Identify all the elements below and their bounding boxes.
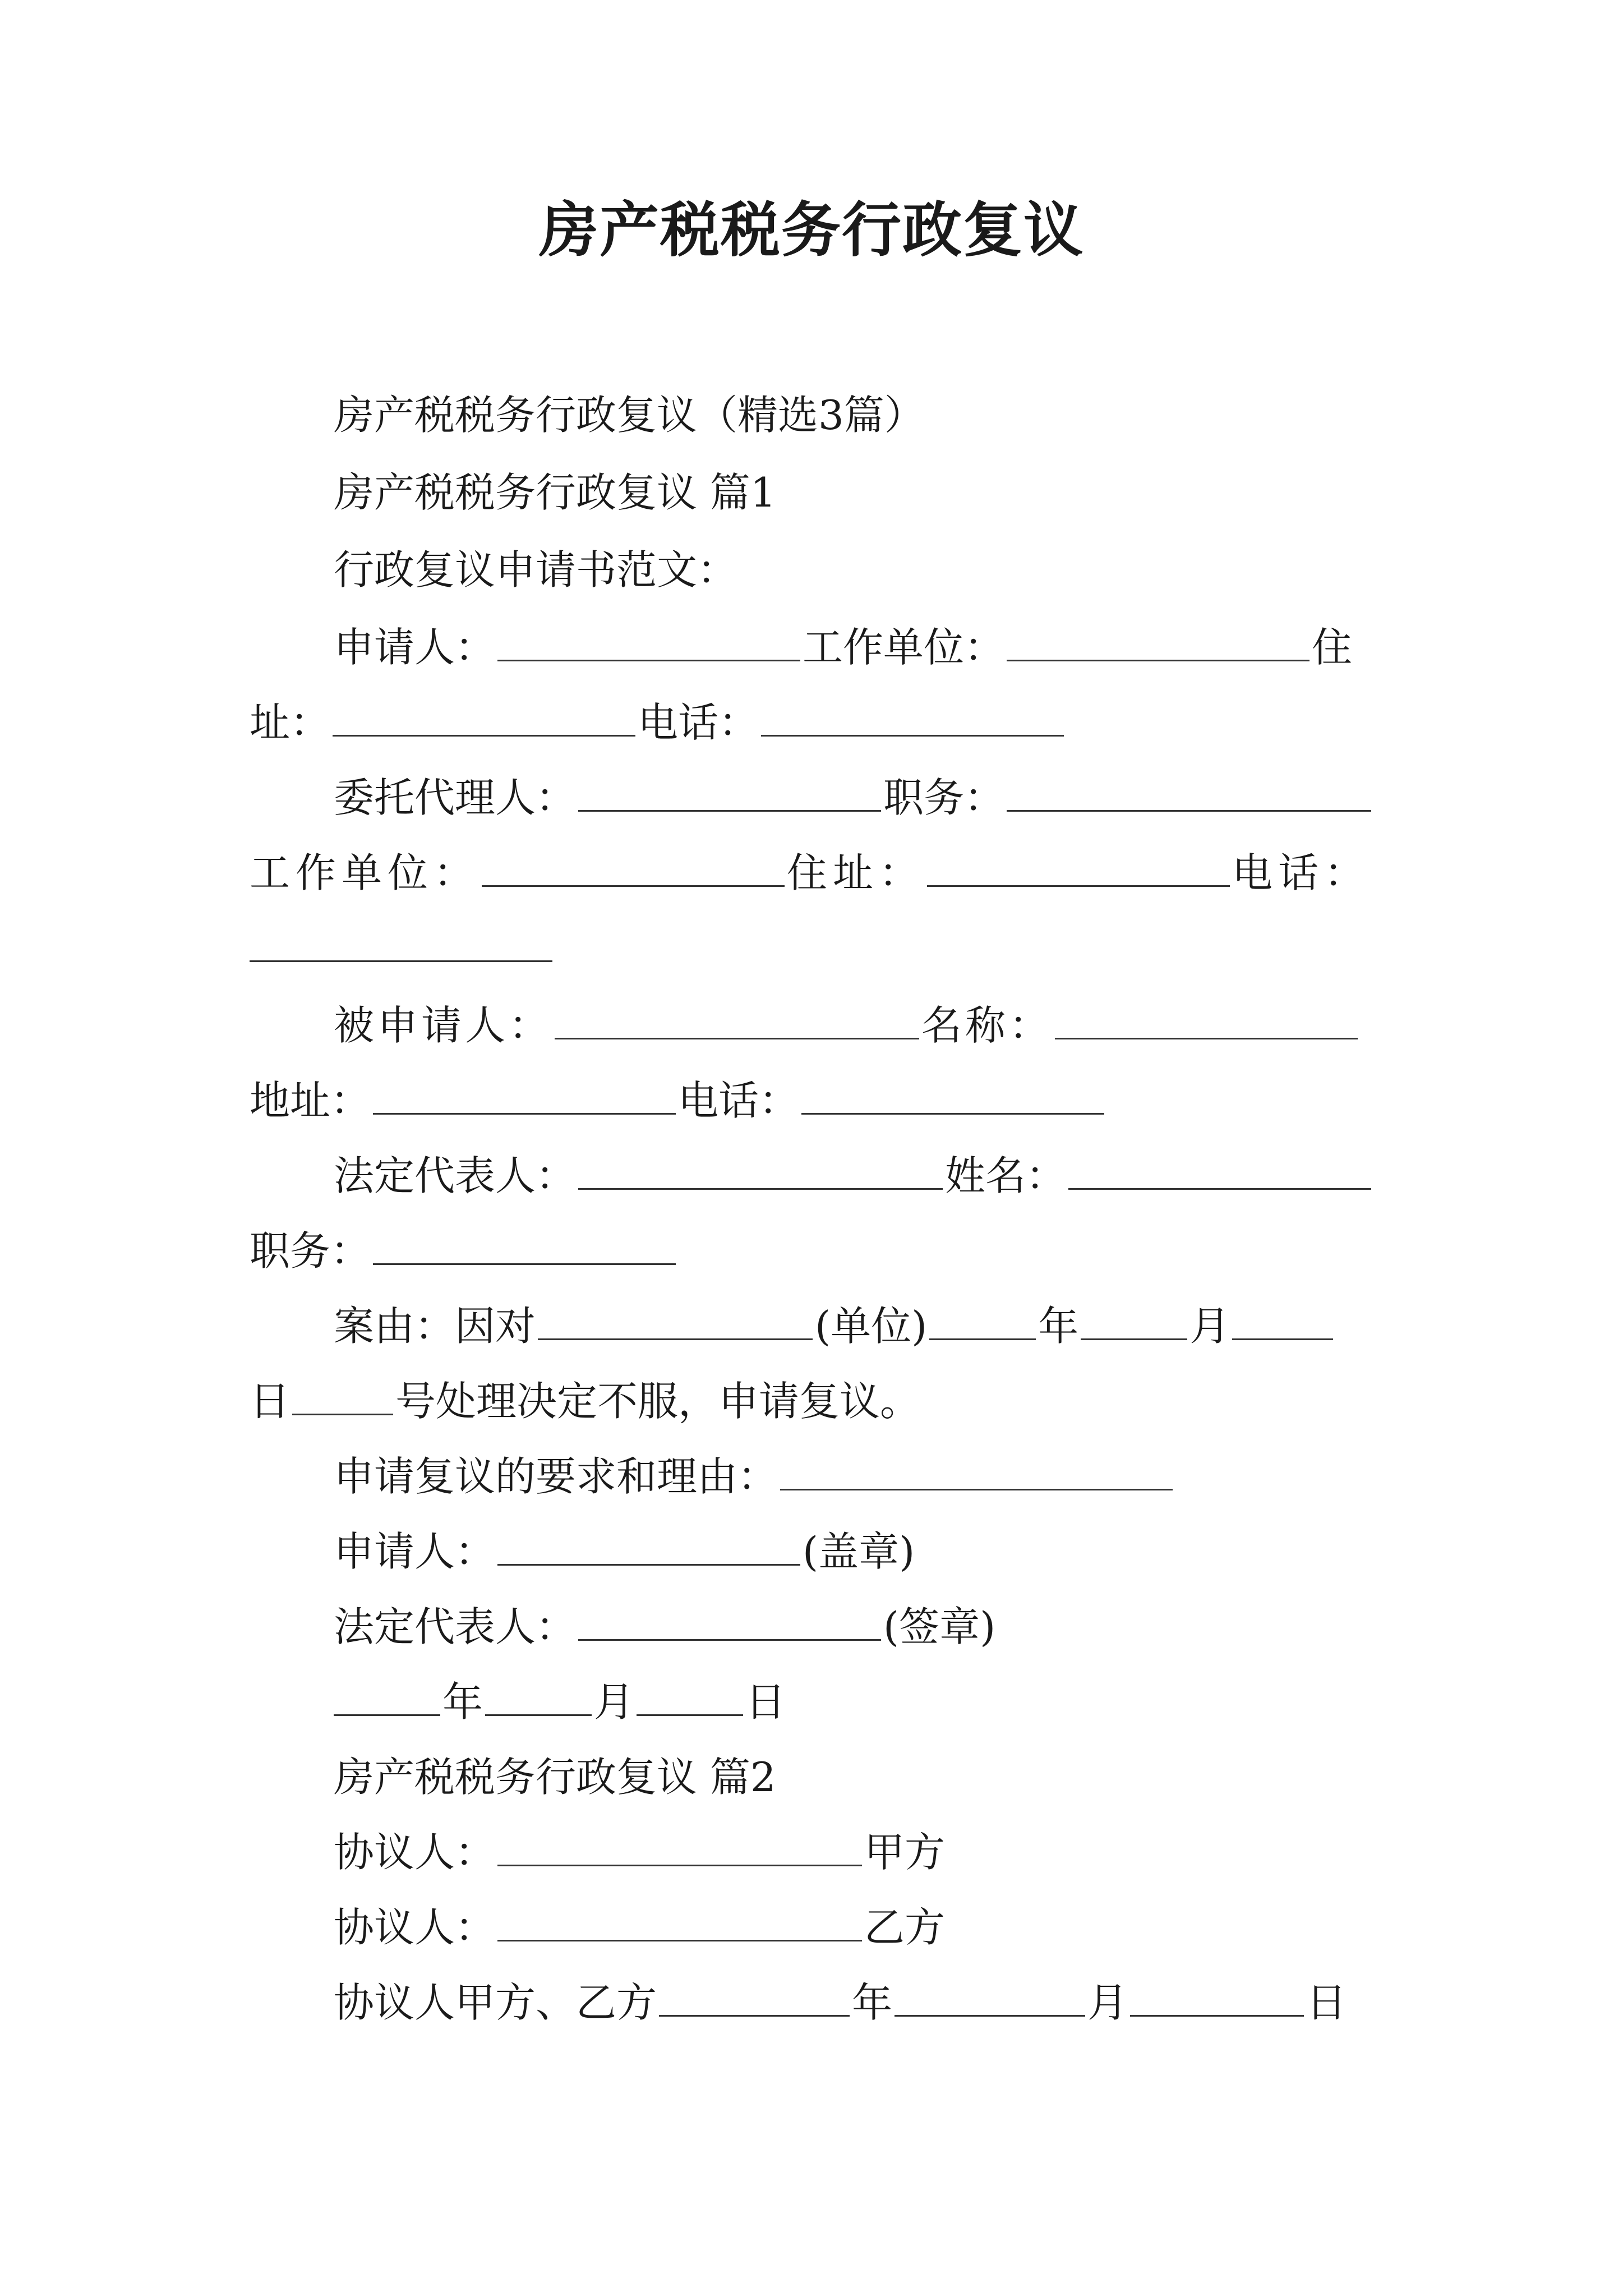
- rep-position-blank[interactable]: [373, 1223, 676, 1265]
- agent-address-label: 住址：: [787, 849, 925, 896]
- legal-rep-sign-line: [334, 1599, 995, 1655]
- agent-line: [334, 770, 1373, 826]
- month-label: 月: [1189, 1303, 1230, 1350]
- party-a-blank[interactable]: [497, 1824, 862, 1866]
- request-reason-line: [334, 1448, 1175, 1504]
- signature-label: (签章): [883, 1603, 996, 1650]
- request-reason-label: 申请复议的要求和理由：: [334, 1453, 778, 1500]
- seal-label: (盖章): [803, 1528, 915, 1575]
- legal-rep-sign-blank[interactable]: [578, 1599, 881, 1641]
- party-b-label: 协议人：: [334, 1904, 496, 1951]
- workplace-label: 工作单位：: [803, 624, 1005, 671]
- applicant-seal-label: 申请人：: [334, 1528, 496, 1575]
- agent-phone-line: [250, 920, 555, 976]
- case-cause-line: [334, 1298, 1335, 1354]
- legal-rep-blank[interactable]: [578, 1148, 943, 1190]
- section-heading-1: 房产税税务行政复议 篇1: [334, 469, 776, 516]
- case-cause-text: 号处理决定不服，申请复议。: [395, 1378, 921, 1425]
- subtitle-line: 房产税税务行政复议（精选3篇）: [334, 392, 925, 439]
- agreement-day-label: 日: [1306, 1979, 1347, 2026]
- respondent-address-blank[interactable]: [373, 1073, 676, 1115]
- rep-name-blank[interactable]: [1068, 1148, 1371, 1190]
- address-blank[interactable]: [333, 694, 635, 737]
- applicant-line: [334, 619, 1352, 675]
- case-year-blank[interactable]: [929, 1298, 1036, 1340]
- phone-label: 电话：: [638, 699, 759, 746]
- date-day-blank[interactable]: [637, 1674, 743, 1716]
- agent-contact-line: [250, 845, 1370, 901]
- date-day-label: 日: [745, 1678, 786, 1726]
- document-title: 房产税税务行政复议: [539, 195, 1084, 265]
- respondent-blank[interactable]: [555, 997, 919, 1039]
- applicant-blank[interactable]: [497, 619, 800, 661]
- party-a-role: 甲方: [864, 1829, 946, 1876]
- case-day-blank[interactable]: [1232, 1298, 1333, 1340]
- agent-phone-label: 电话：: [1232, 849, 1371, 896]
- respondent-phone-blank[interactable]: [801, 1073, 1104, 1115]
- agent-blank[interactable]: [578, 770, 881, 812]
- legal-rep-line: [334, 1148, 1373, 1204]
- date-month-blank[interactable]: [485, 1674, 592, 1716]
- case-cause-continued-line: [250, 1373, 920, 1429]
- agreement-year-label: 年: [852, 1979, 893, 2026]
- agent-phone-blank[interactable]: [250, 920, 552, 962]
- address-label-end: 址：: [250, 699, 331, 746]
- date-month-label: 月: [594, 1678, 635, 1726]
- agreement-year-blank[interactable]: [659, 1975, 850, 2017]
- respondent-line: [334, 997, 1360, 1053]
- request-reason-blank[interactable]: [780, 1448, 1173, 1490]
- case-cause-label: 案由：因对: [334, 1303, 536, 1350]
- workplace-blank[interactable]: [1007, 619, 1310, 661]
- party-b-blank[interactable]: [497, 1899, 862, 1941]
- date-line: [334, 1674, 786, 1730]
- respondent-address-label: 地址：: [250, 1077, 371, 1124]
- name-label: 名称：: [921, 1002, 1053, 1049]
- applicant-label: 申请人：: [334, 624, 496, 671]
- rep-name-label: 姓名：: [945, 1152, 1067, 1199]
- applicant-seal-blank[interactable]: [497, 1524, 800, 1566]
- agreement-month-label: 月: [1087, 1979, 1128, 2026]
- name-blank[interactable]: [1055, 997, 1358, 1039]
- applicant-address-line: [250, 694, 1066, 751]
- agreement-day-blank[interactable]: [1130, 1975, 1304, 2017]
- party-a-label: 协议人：: [334, 1829, 496, 1876]
- agent-position-blank[interactable]: [1007, 770, 1371, 812]
- unit-label: (单位): [815, 1303, 928, 1350]
- respondent-address-line: [250, 1073, 1106, 1129]
- party-b-role: 乙方: [864, 1904, 946, 1951]
- rep-position-label: 职务：: [250, 1227, 371, 1274]
- respondent-label: 被申请人：: [334, 1002, 553, 1049]
- party-b-line: [334, 1899, 945, 1955]
- date-year-blank[interactable]: [334, 1674, 440, 1716]
- agent-workplace-blank[interactable]: [482, 845, 785, 887]
- agent-address-blank[interactable]: [927, 845, 1230, 887]
- legal-rep-sign-label: 法定代表人：: [334, 1603, 577, 1650]
- agent-label: 委托代理人：: [334, 774, 577, 821]
- form-heading: 行政复议申请书范文：: [334, 546, 738, 593]
- respondent-phone-label: 电话：: [678, 1077, 800, 1124]
- agreement-parties-label: 协议人甲方、乙方: [334, 1979, 657, 2026]
- day-label: 日: [250, 1378, 291, 1425]
- agent-position-label: 职务：: [883, 774, 1005, 821]
- date-year-label: 年: [442, 1678, 483, 1726]
- year-label: 年: [1038, 1303, 1079, 1350]
- applicant-seal-line: [334, 1524, 915, 1580]
- section-heading-2: 房产税税务行政复议 篇2: [334, 1754, 776, 1801]
- case-month-blank[interactable]: [1081, 1298, 1187, 1340]
- case-unit-blank[interactable]: [538, 1298, 813, 1340]
- rep-position-line: [250, 1223, 678, 1279]
- case-number-blank[interactable]: [292, 1373, 393, 1415]
- agreement-month-blank[interactable]: [895, 1975, 1085, 2017]
- address-label-start: 住: [1312, 624, 1353, 671]
- agreement-date-line: [334, 1975, 1347, 2031]
- agent-workplace-label: 工作单位：: [250, 849, 480, 896]
- legal-rep-label: 法定代表人：: [334, 1152, 577, 1199]
- phone-blank[interactable]: [761, 694, 1064, 737]
- party-a-line: [334, 1824, 945, 1880]
